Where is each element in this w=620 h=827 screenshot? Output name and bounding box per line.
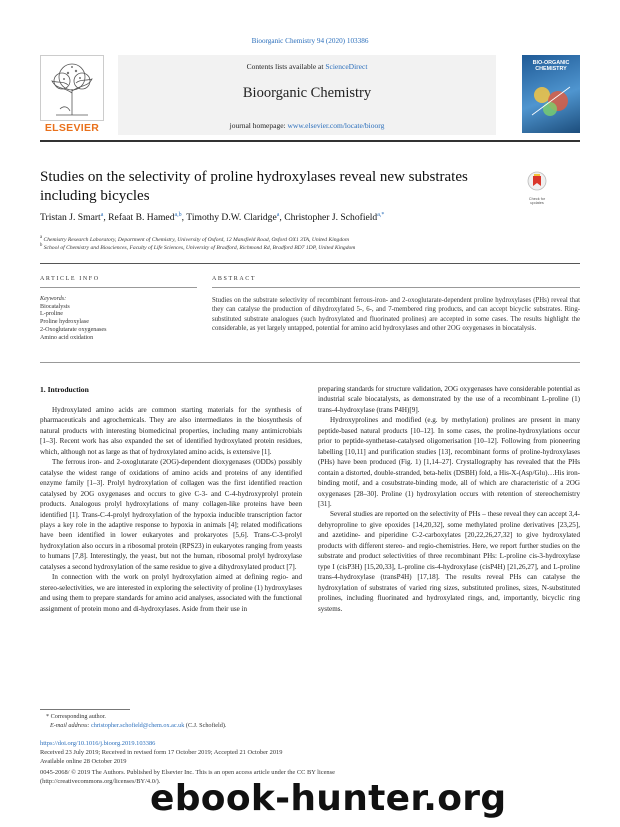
abstract-rule bbox=[212, 287, 580, 288]
available-online-date: Available online 28 October 2019 bbox=[40, 758, 127, 765]
keyword: 2-Oxoglutarate oxygenases bbox=[40, 326, 107, 333]
abstract-text: Studies on the substrate selectivity of recombinant ferrous-iron- and 2-oxoglutarate-dependent proline hydroxylases (PHs) reveal that they can catalyse the production of dihydroxylated 5-, 6-, and 7-membered ring products, and can accept bicyclic substrates. Ring-substituted substrate analogues (such hydroxylated and fluorinated prolines) are accepted in some cases. The results highlight the considerable, as yet largely untapped, potential for amino acid hydroxylases and other 2OG oxygenases in biocatalysis. bbox=[212, 297, 580, 332]
abstract-end-rule bbox=[40, 362, 580, 363]
corresponding-author-note bbox=[46, 713, 106, 720]
publisher-logo-text: ELSEVIER bbox=[44, 122, 100, 134]
homepage-prefix: journal homepage: bbox=[229, 121, 286, 130]
footnote-rule bbox=[40, 709, 130, 710]
footnote-asterisk: * bbox=[46, 713, 51, 720]
license-link[interactable]: (http://creativecommons.org/licenses/BY/4.0/). bbox=[40, 778, 161, 785]
contents-prefix: Contents lists available at bbox=[246, 62, 324, 71]
author-affil-sup[interactable]: a bbox=[276, 212, 280, 218]
keywords-heading: Keywords: bbox=[40, 296, 67, 302]
affiliation bbox=[40, 243, 580, 251]
watermark-text: ebook-hunter.org bbox=[150, 778, 507, 819]
check-for-updates-button[interactable] bbox=[522, 170, 552, 206]
header-rule bbox=[40, 140, 580, 142]
journal-cover-image[interactable] bbox=[522, 55, 580, 133]
body-paragraph: Several studies are reported on the selectivity of PHs – these reveal they can accept 3,4-dehyroproline to give epoxides [14,20,32], some methylated proline derivatives [23,25], and azetidine- and piperidine C-2-carboxylates [20,22,26,27,32] to give hydroxylated products with different stereo- and regio-chemistries. Here, we report further studies on the substrate and product selectivities of three recombinant PHs: L-proline cis-3-hydroxylase type I (cisP3H) [15,20,33], L-proline cis-4-hydroxylase (cisP4H) [21,26,27], and L-proline trans-4-hydroxylase (transP4H) [17,18]. The results reveal PHs can catalyse the hydroxylation of substrates of varied ring sizes, substituted prolines, sizes, N-substituted prolines, including fluorinated and hydroxylated rings, and, importantly, bicyclic ring systems. bbox=[318, 510, 580, 613]
affiliation-text: Chemistry Research Laboratory, Department of Chemistry, University of Oxford, 12 Mansfield Road, Oxford OX1 3TA, United Kingdom bbox=[43, 236, 349, 243]
tree-logo-icon bbox=[40, 55, 104, 121]
homepage-line bbox=[118, 121, 496, 130]
article-info-heading: ARTICLE INFO bbox=[40, 276, 100, 282]
body-paragraph: Hydroxylated amino acids are common starting materials for the synthesis of pharmaceuticals and agrochemicals. They are also intermediates in the biosynthesis of natural products with interesting biomedicinal properties, including many antimicrobials [1–3]. Recent work has also expanded the set of identified hydroxylated protein residues, which, although not as large as that of hydroxylated amino acids, is extensive [1]. bbox=[40, 406, 302, 456]
affiliation-sup: b bbox=[40, 243, 43, 248]
author-name[interactable]: Refaat B. Hamed bbox=[108, 212, 175, 224]
body-paragraph: In connection with the work on prolyl hydroxylation aimed at defining regio- and stereo-selectivities, we are interested in exploring the selectivity of proline (1) hydroxylases and using them to prepare standards for amino acid analyses, associated with the functional assignment of protein mono and di-hydroxylases. Aside from their use in bbox=[40, 573, 302, 613]
homepage-link[interactable]: www.elsevier.com/locate/bioorg bbox=[287, 121, 385, 130]
doi-link[interactable]: https://doi.org/10.1016/j.bioorg.2019.103386 bbox=[40, 740, 156, 747]
affiliation bbox=[40, 235, 580, 243]
journal-citation-link[interactable]: Bioorganic Chemistry 94 (2020) 103386 bbox=[251, 37, 369, 45]
body-column-left bbox=[40, 405, 302, 614]
email-note bbox=[50, 722, 226, 729]
journal-name: Bioorganic Chemistry bbox=[242, 85, 372, 101]
check-updates-icon bbox=[522, 170, 552, 192]
keyword: Biocatalysis bbox=[40, 303, 70, 310]
author-name[interactable]: Timothy D.W. Claridge bbox=[186, 212, 277, 224]
email-label: E-mail address: bbox=[50, 722, 90, 729]
section-heading: 1. Introduction bbox=[40, 385, 89, 394]
info-rule bbox=[40, 287, 197, 288]
body-paragraph: The ferrous iron- and 2-oxoglutarate (2OG)-dependent dioxygenases (ODDs) possibly catalyse the widest range of oxidations of amino acids and proteins of any identified enzyme family [1–3]. Prolyl hydroxylation of collagen was the first identified reaction catalysed by 2OG oxygenases and occurs to give C-3- and C-4-hydroxyprolyl protein products. Analogous prolyl hydroxylations of many collagen-like proteins have been identified [1]. Trans-C-4-prolyl hydroxylation of the hypoxia inducible transcription factor plays a key role in the adaptive response to hypoxia in animals [4]; related modifications have been identified in lower eukaryotes and prokaryotes [5,6]. Trans-C-3-prolyl hydroxylation also occurs in a ribosomal protein (RPS23) in eukaryotes ranging from yeasts to humans [7,8]. Interestingly, the yeast, but not the human, ribosomal prolyl hydroxylase catalyses a second hydroxylation of the same residue to give a dihydroxylated product [7]. bbox=[40, 458, 302, 571]
keywords-block bbox=[40, 296, 197, 342]
affiliation-text: School of Chemistry and Biosciences, Faculty of Life Sciences, University of Bradford, Richmond Rd, Bradford BD7 1DP, United Kingdom bbox=[43, 244, 356, 251]
email-suffix: (C.J. Schofield). bbox=[185, 722, 227, 729]
cover-art-icon bbox=[528, 79, 574, 119]
body-paragraph: Hydroxyprolines and modified (e.g. by methylation) prolines are present in many peptide-based natural products [10–12]. In some cases, the proline-hydroxylations occur prior to peptide-synthetase-catalysed oligomerisation [10–12]. Following from pioneering labelling [10,11] and purification studies [13], recombinant forms of proline-hydroxylases (PHs) have been produced (Fig. 1) [1,14–27]. Crystallography has revealed that the PHs contain a distorted, double-stranded, beta-helix (DSBH) fold, a His-X-(Asp/Glu)…His iron-binding motif, and a cosubstrate-binding mode, all of which are characteristic of a 2OG oxygenases [28–30]. Proline (1) hydroxylation occurs with retention of stereochemistry [31]. bbox=[318, 416, 580, 508]
author-name[interactable]: Christopher J. Schofield bbox=[284, 212, 378, 224]
author-affil-sup[interactable]: a bbox=[100, 212, 104, 218]
received-dates: Received 23 July 2019; Received in revised form 17 October 2019; Accepted 21 October 2019 bbox=[40, 749, 283, 756]
keyword: Proline hydroxylase bbox=[40, 319, 89, 326]
elsevier-logo[interactable] bbox=[40, 55, 104, 135]
author-list: Tristan J. Smart$^a$, Refaat B. Hamed$^{a,b}$, Timothy D.W. Claridge$^a$, Christopher J. Schofield$^{a,*}$ bbox=[40, 212, 385, 224]
sciencedirect-link[interactable]: ScienceDirect bbox=[325, 62, 368, 71]
keyword: Amino acid oxidation bbox=[40, 334, 94, 341]
abstract-heading: ABSTRACT bbox=[212, 276, 257, 282]
journal-banner bbox=[118, 55, 496, 135]
author-affil-sup[interactable]: a,b bbox=[174, 212, 182, 218]
author-name[interactable]: Tristan J. Smart bbox=[40, 212, 101, 224]
section-rule bbox=[40, 263, 580, 264]
journal-masthead bbox=[40, 55, 580, 135]
copyright-line: 0045-2068/ © 2019 The Authors. Published by Elsevier Inc. This is an open access article under the CC BY license bbox=[40, 769, 335, 776]
author-affil-sup[interactable]: a,* bbox=[377, 212, 385, 218]
affiliation-sup: a bbox=[40, 235, 43, 240]
article-title: Studies on the selectivity of proline hydroxylases reveal new substrates including bicycles bbox=[40, 169, 468, 204]
body-paragraph: preparing standards for structure validation, 2OG oxygenases have considerable potential as industrial scale biocatalysts, as demonstrated by the use of a recombinant L-proline (1) trans-4-hydroxylase (trans P4H)[9]. bbox=[318, 385, 580, 414]
keyword: L-proline bbox=[40, 311, 64, 318]
cover-title: BIO-ORGANIC CHEMISTRY bbox=[532, 60, 570, 72]
contents-line bbox=[118, 62, 496, 71]
check-updates-label: Check for updates bbox=[528, 197, 546, 206]
body-column-right bbox=[318, 384, 580, 614]
footnote-text: Corresponding author. bbox=[50, 713, 106, 720]
email-link[interactable]: christopher.schofield@chem.ox.ac.uk bbox=[91, 722, 185, 729]
